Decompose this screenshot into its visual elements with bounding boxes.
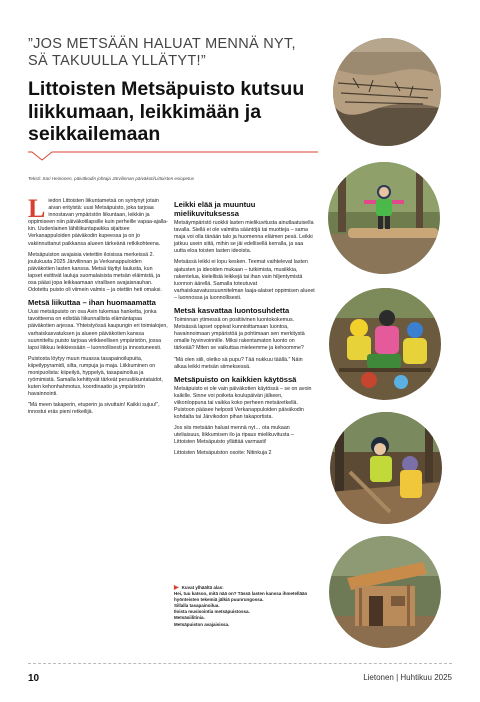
caption-line: Metsäsiilitinia.	[174, 615, 205, 621]
author-credit: Teksti: Sari Heinonen, päiväkodin johtaja Järvilinnan päiväkoti/Littoisten esiopetus	[28, 176, 195, 181]
paragraph: Uusi metsäpuisto on osa Avin tukemaa hanketta, jonka tavoitteena on edistää liikunnallista elämäntapaa päiväkotien arjessa. Yhteistyössä kaupungin eri toimialojen, varhaiskasvatuksen ja alueen päiväkotien kanssa suunniteltu puisto tarjoaa virikkeellisen ympäristön, jossa lapsi liikkuu leikkiessään – luonnollisesti ja innostuneesti.	[28, 309, 168, 351]
paragraph: Metsässä leikki ei lopu kesken. Teemat vaihtelevat lasten ajatusten ja ideoiden mukaan – tutkimista, musiikkia, rakentelua, kielellisiä leikkejä tai ihan vain hiljentymistä luonnon äärellä. Samalla toteutuvat varhaiskasvatussuunnitelman laaja-alaiset oppimisen alueet – luonnossa ja luonnollisesti.	[174, 259, 315, 301]
caption-line: Iloista musisointia metsäpuistossa.	[174, 609, 250, 615]
footer-divider	[28, 663, 452, 664]
article-headline: Littoisten Metsäpuisto kutsuu liikkumaan, leikkimään ja seikkailemaan	[28, 78, 305, 145]
photo-tree-trunk	[333, 38, 441, 146]
paragraph: Puistosta löytyy muun muassa tasapainoilupuita, kiipeilypyramidi, silta, rumpuja ja maja. Liikkuminen on monipuolista: kiipeilyä, hyppelyä, tasapainoilua ja ryömimistä. Samalla kehittyvät tärkeät perusliikuntataidot, kuten kehonhahmotus, koordinaatio ja ympäristön havainnointi.	[28, 355, 163, 398]
caption-heading: Kuvat ylhäältä alas:	[181, 585, 224, 590]
paragraph: Metsäpuiston avajaisia vietettiin iloisissa merkeissä 2. joulukuuta 2025 Järvilinnan ja Verkanappuloiden päiväkotien lasten kanssa. Metsä täyttyi laulusta, kun lapset esittivät lauluja suomalaisista metsän eläimistä, ja osa pääsi jopa leikkaamaan virallisen avajaisnauhan. Odotettu puisto oli viimein valmis – ja otettiin heti omaksi.	[28, 251, 162, 294]
photo-captions	[174, 585, 324, 628]
photo-children-music	[329, 288, 441, 400]
section-heading: Leikki elää ja muuntuu mielikuvituksessa	[174, 200, 256, 218]
section-heading: Metsäpuisto on kaikkien käytössä	[174, 374, 297, 384]
caption-line: Metsäpuiston avajaisissa.	[174, 621, 230, 627]
dropcap: L	[28, 194, 46, 223]
section-heading: Metsä liikuttaa – ihan huomaamatta	[28, 298, 156, 308]
quote-paragraph: ”Mä meen takaperin, etuperin ja sivuttain! Kaikki sujuu!”, innostui eräs pieni retkeilijä.	[28, 402, 160, 416]
lead-paragraph	[28, 194, 168, 248]
caption-line: Hei, tuu katsoo, mitä nää on? Tässä lasten kanssa ihmetellään hyönteisten tekemiä jälkiä puunrungossa.	[174, 591, 308, 603]
photo-child-balancing	[328, 162, 440, 274]
address-paragraph: Littoisten Metsäpuiston osoite: Nitinkuja 2	[174, 450, 272, 457]
arrow-right-icon: ▶	[174, 585, 179, 592]
headline-divider	[28, 150, 318, 166]
publication-info: Lietonen | Huhtikuu 2025	[363, 673, 452, 682]
paragraph: Toiminnan ytimessä on positiivinen luontokokemus. Metsässä lapset oppivat kunnioittamaan luontoa, havainnoimaan ympäristöä ja pohtimaan sen merkitystä omalle hyvinvoinnille. Miksi rakentamaton luonto on tärkeää? Miten se vaikuttaa mieleemme ja kehoomme?	[174, 317, 305, 352]
quote-paragraph: ”Mä olen siili, oletko sä pupu? Tää nukkuu täällä.” Näin alkaa leikki metsän siimeksessä.	[174, 356, 303, 370]
article-column-2	[174, 197, 316, 462]
page-number: 10	[28, 673, 40, 684]
caption-line: Sillalla tasapainoilua.	[174, 603, 220, 609]
lead-text: iedon Littoisten liikuntametsä on syntynyt jotain aivan erityistä: uusi Metsäpuisto, joka tarjoaa innostavan ympäristön liikuntaan, leikkiin ja oppimiseen niin päiväkotilapsille kuin perheille vapaa-ajallakin. Uudenlainen lähiliikuntapaikka sijaitsee Verkanappuloiden päiväkodin kupeessa ja on jo vakiinnuttanut paikkansa alueen tärkeänä retkikohteena.	[28, 198, 168, 247]
kicker-quote: ”JOS METSÄÄN HALUAT MENNÄ NYT, SÄ TAKUULLA YLLÄTYT!”	[28, 36, 296, 69]
section-heading: Metsä kasvattaa luontosuhdetta	[174, 306, 290, 316]
paragraph: Metsäympäristö ruokkii lasten mielikuvitusta ainutlaatuisella tavalla. Siellä ei ole valmiita sääntöjä tai muotteja – sama maja voi olla tänään talo ja huomenna eläimen pesä. Leikki jatkuu usein siitä, mihin se jäi edellisellä kerralla, ja saa uutta eloa toisten lasten ideoista.	[174, 220, 314, 255]
photo-child-forest	[330, 412, 442, 524]
paragraph: Metsäpuisto ei ole vain päiväkotien käytössä – se on avoin kaikille. Sinne voi poiketa koulupäivän jälkeen, viikonloppuna tai vaikka koko perheen metsäretkellä. Puistoon pääsee helposti Verkanappuloiden päiväkodin kohdalta tai Järvikodon pihan takaportista.	[174, 385, 312, 421]
photo-wooden-hut	[329, 536, 441, 648]
article-column-1	[28, 194, 168, 421]
paragraph: Jos siis metsään haluat mennä nyt… ota mukaan uteliaisuus, liikkumisen ilo ja ripaus mielikuvitusta – Littoisten Metsäpuisto yllättää varmasti!	[174, 425, 294, 446]
